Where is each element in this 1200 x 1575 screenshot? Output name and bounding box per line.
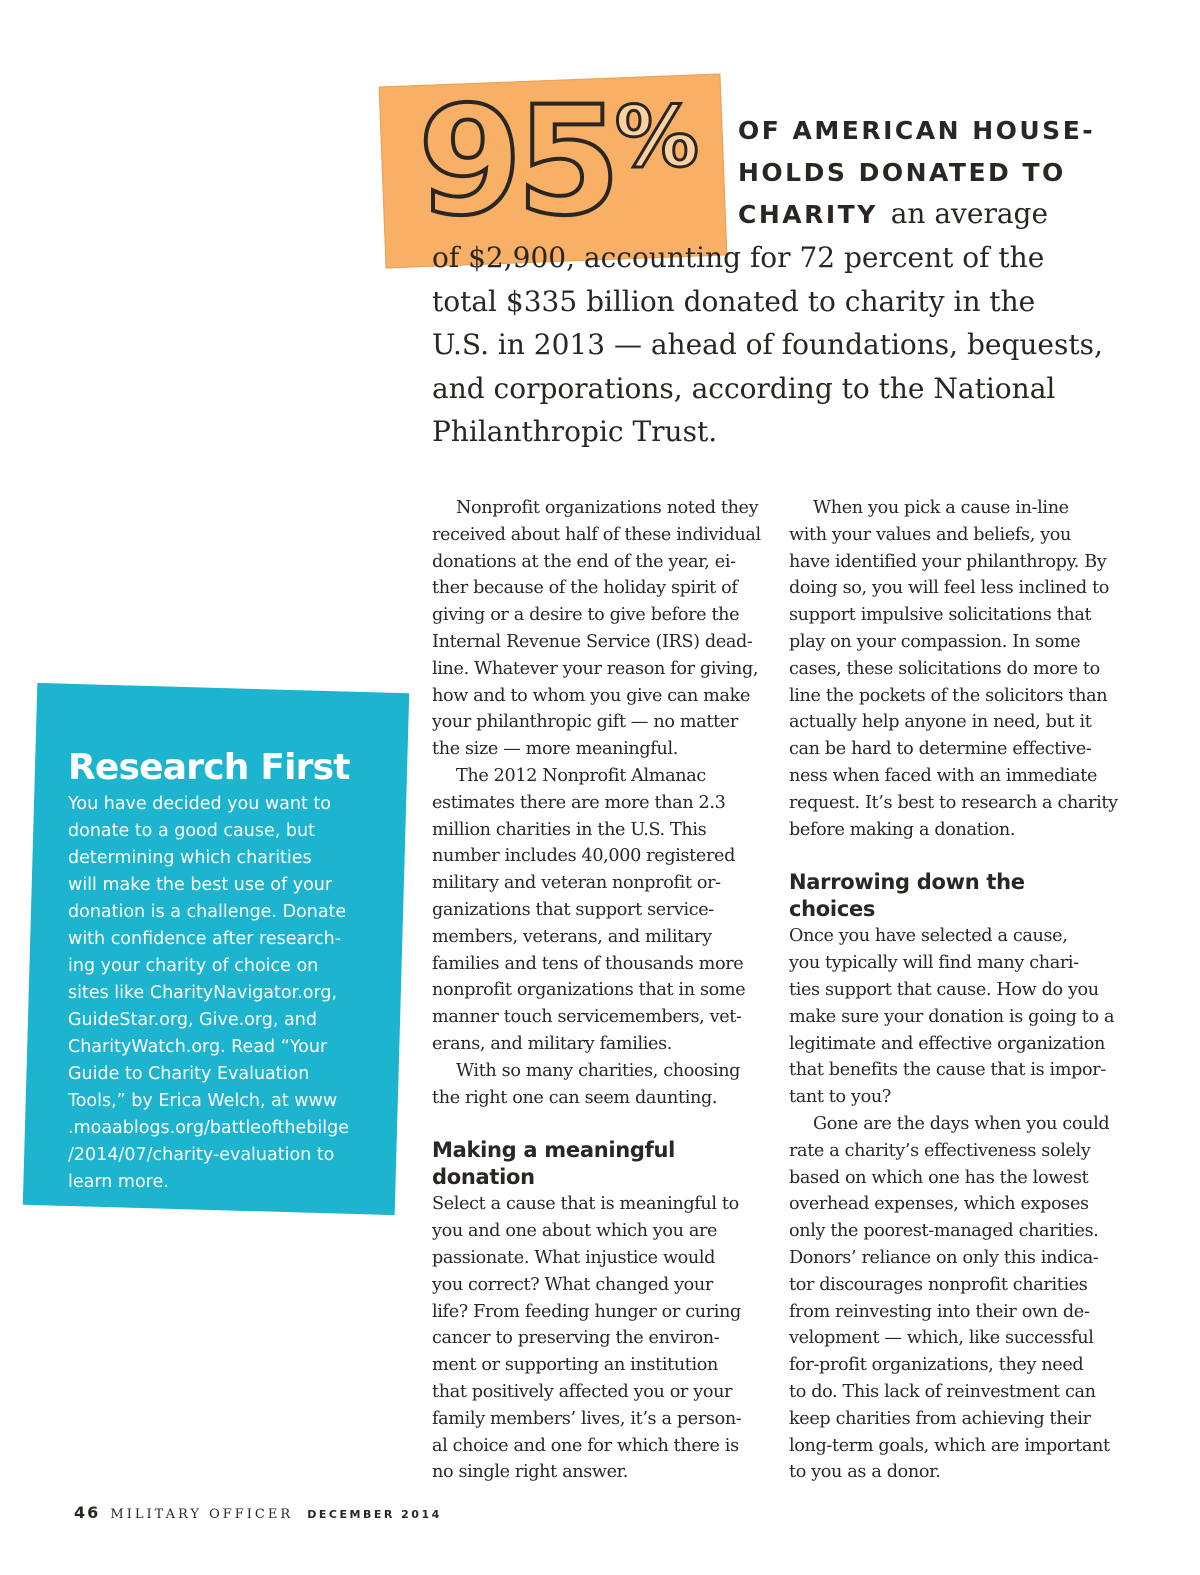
text-line: you correct? What changed your — [432, 1274, 713, 1295]
text-line: for-profit organizations, they need — [789, 1355, 1084, 1376]
sidebar-research-first — [68, 745, 368, 1196]
text-line: estimates there are more than 2.3 — [432, 792, 726, 813]
sidebar-line: sites like CharityNavigator.org, — [68, 983, 338, 1003]
text-line: how and to whom you give can make — [432, 685, 751, 706]
text-line: Donors’ reliance on only this indica- — [789, 1247, 1099, 1268]
sidebar-title: Research First — [68, 747, 350, 788]
text-line: ment or supporting an institution — [432, 1355, 719, 1376]
text-line: tant to you? — [789, 1087, 891, 1108]
text-line: rate a charity’s effectiveness solely — [789, 1140, 1091, 1161]
text-line: Internal Revenue Service (IRS) dead- — [432, 631, 753, 652]
text-line: erans, and military families. — [432, 1033, 673, 1054]
sidebar-line: with confidence after research- — [68, 929, 342, 949]
text-line: you typically will find many chari- — [789, 953, 1079, 974]
text-line: life? From feeding hunger or curing — [432, 1301, 741, 1322]
text-line: support impulsive solicitations that — [789, 605, 1092, 626]
text-line: When you pick a cause in-line — [813, 498, 1069, 518]
heading-line: Making a meaningful — [432, 1138, 676, 1163]
magazine-name: MILITARY OFFICER — [110, 1507, 294, 1522]
text-line: only the poorest-managed charities. — [789, 1221, 1099, 1242]
text-line: Select a cause that is meaningful to — [432, 1194, 739, 1215]
text-line: ness when faced with an immediate — [789, 765, 1098, 786]
text-line: Gone are the days when you could — [813, 1113, 1110, 1134]
text-line: to do. This lack of reinvestment can — [789, 1381, 1096, 1402]
stat-lead-line: of $2,900, accounting for 72 percent of the — [432, 241, 1045, 274]
text-line: tor discourages nonprofit charities — [789, 1274, 1088, 1295]
stat-caps-last: CHARITY — [738, 200, 878, 229]
article-column-2 — [789, 495, 1129, 1486]
text-line: giving or a desire to give before the — [432, 605, 740, 626]
text-line: line the pockets of the solicitors than — [789, 685, 1108, 706]
stat-caps-line: HOLDS DONATED TO — [738, 158, 1066, 187]
text-line: can be hard to determine effective- — [789, 739, 1092, 760]
text-line: With so many charities, choosing — [456, 1060, 741, 1081]
stat-lead-paragraph — [432, 236, 1132, 454]
stat-lead-line: and corporations, according to the National — [432, 371, 1056, 405]
paragraph — [789, 1111, 1129, 1486]
text-line: no single right answer. — [432, 1462, 629, 1483]
text-line: overhead expenses, which exposes — [789, 1194, 1089, 1215]
text-line: manner touch servicemembers, vet- — [432, 1007, 742, 1028]
text-line: al choice and one for which there is — [432, 1435, 739, 1456]
paragraph — [432, 763, 772, 1058]
heading-line: donation — [432, 1165, 535, 1190]
heading-line: Narrowing down the — [789, 870, 1025, 895]
text-line: members, veterans, and military — [432, 926, 712, 947]
sidebar-line: /2014/07/charity-evaluation to — [68, 1145, 335, 1165]
text-line: long-term goals, which are important — [789, 1435, 1110, 1456]
text-line: request. It’s best to research a charity — [789, 792, 1118, 813]
text-line: that benefits the cause that is impor- — [789, 1060, 1106, 1081]
text-line: family members’ lives, it’s a person- — [432, 1408, 742, 1429]
stat-lead-line: total $335 billion donated to charity in the — [432, 284, 1036, 318]
text-line: keep charities from achieving their — [789, 1408, 1091, 1429]
page-number: 46 — [74, 1503, 101, 1522]
text-line: Nonprofit organizations noted they — [456, 498, 759, 518]
paragraph — [432, 495, 772, 763]
sidebar-line: will make the best use of your — [68, 875, 333, 895]
text-line: The 2012 Nonprofit Almanac — [456, 765, 706, 786]
text-line: cancer to preserving the environ- — [432, 1328, 720, 1349]
text-line: legitimate and effective organization — [789, 1033, 1106, 1054]
stat-lead-line: Philanthropic Trust. — [432, 415, 718, 448]
text-line: doing so, you will feel less inclined to — [789, 578, 1110, 599]
stat-lead-first-line — [738, 192, 1048, 237]
text-line: ties support that cause. How do you — [789, 979, 1099, 1000]
text-line: passionate. What injustice would — [432, 1247, 716, 1268]
sidebar-line: donation is a challenge. Donate — [68, 902, 347, 922]
text-line: actually help anyone in need, but it — [789, 712, 1092, 733]
text-line: Once you have selected a cause, — [789, 926, 1068, 947]
text-line: to you as a donor. — [789, 1462, 941, 1483]
sidebar-body — [68, 791, 368, 1196]
section-heading-meaningful-donation — [432, 1137, 772, 1191]
text-line: line. Whatever your reason for giving, — [432, 658, 759, 679]
text-line: velopment — which, like successful — [789, 1328, 1094, 1349]
sidebar-line: learn more. — [68, 1172, 169, 1192]
text-line: based on which one has the lowest — [789, 1167, 1089, 1188]
page-footer — [74, 1503, 442, 1522]
paragraph — [432, 1191, 772, 1486]
stat-caps-heading — [738, 110, 1158, 194]
sidebar-line: donate to a good cause, but — [68, 821, 315, 841]
sidebar-line: ing your charity of choice on — [68, 956, 319, 976]
sidebar-line: Guide to Charity Evaluation — [68, 1064, 310, 1084]
paragraph — [789, 495, 1129, 843]
stat-number: 95% — [418, 75, 699, 249]
stat-lead-text: an average — [890, 197, 1049, 230]
text-line: the right one can seem daunting. — [432, 1087, 718, 1108]
text-line: military and veteran nonprofit or- — [432, 873, 721, 894]
text-line: cases, these solicitations do more to — [789, 658, 1100, 679]
heading-line: choices — [789, 897, 876, 922]
text-line: have identified your philanthropy. By — [789, 551, 1107, 572]
text-line: you and one about which you are — [432, 1221, 718, 1242]
sidebar-line: GuideStar.org, Give.org, and — [68, 1010, 317, 1030]
text-line: number includes 40,000 registered — [432, 846, 735, 867]
stat-caps-line: OF AMERICAN HOUSE- — [738, 116, 1096, 145]
text-line: million charities in the U.S. This — [432, 819, 707, 840]
sidebar-line: .moaablogs.org/battleofthebilge — [68, 1118, 349, 1138]
paragraph — [789, 923, 1129, 1111]
text-line: nonprofit organizations that in some — [432, 980, 746, 1001]
text-line: before making a donation. — [789, 819, 1016, 840]
text-line: the size — more meaningful. — [432, 739, 678, 760]
text-line: with your values and beliefs, you — [789, 524, 1072, 545]
sidebar-line: CharityWatch.org. Read “Your — [68, 1037, 328, 1057]
section-heading-narrowing-choices — [789, 869, 1129, 923]
text-line: families and tens of thousands more — [432, 953, 744, 974]
text-line: make sure your donation is going to a — [789, 1006, 1115, 1027]
text-line: ther because of the holiday spirit of — [432, 578, 738, 599]
text-line: your philanthropic gift — no matter — [432, 712, 738, 733]
text-line: received about half of these individual — [432, 524, 761, 545]
sidebar-line: You have decided you want to — [68, 794, 331, 814]
issue-date: DECEMBER 2014 — [307, 1508, 442, 1521]
text-line: donations at the end of the year, ei- — [432, 551, 736, 572]
stat-percent-sign: % — [614, 88, 699, 186]
sidebar-line: Tools,” by Erica Welch, at www — [68, 1091, 338, 1111]
sidebar-line: determining which charities — [68, 848, 312, 868]
stat-lead-line: U.S. in 2013 — ahead of foundations, bequests, — [432, 328, 1103, 361]
text-line: play on your compassion. In some — [789, 631, 1081, 652]
text-line: from reinvesting into their own de- — [789, 1301, 1090, 1322]
article-column-1 — [432, 495, 772, 1486]
text-line: that positively affected you or your — [432, 1381, 733, 1402]
text-line: ganizations that support service- — [432, 899, 714, 920]
paragraph — [432, 1058, 772, 1112]
